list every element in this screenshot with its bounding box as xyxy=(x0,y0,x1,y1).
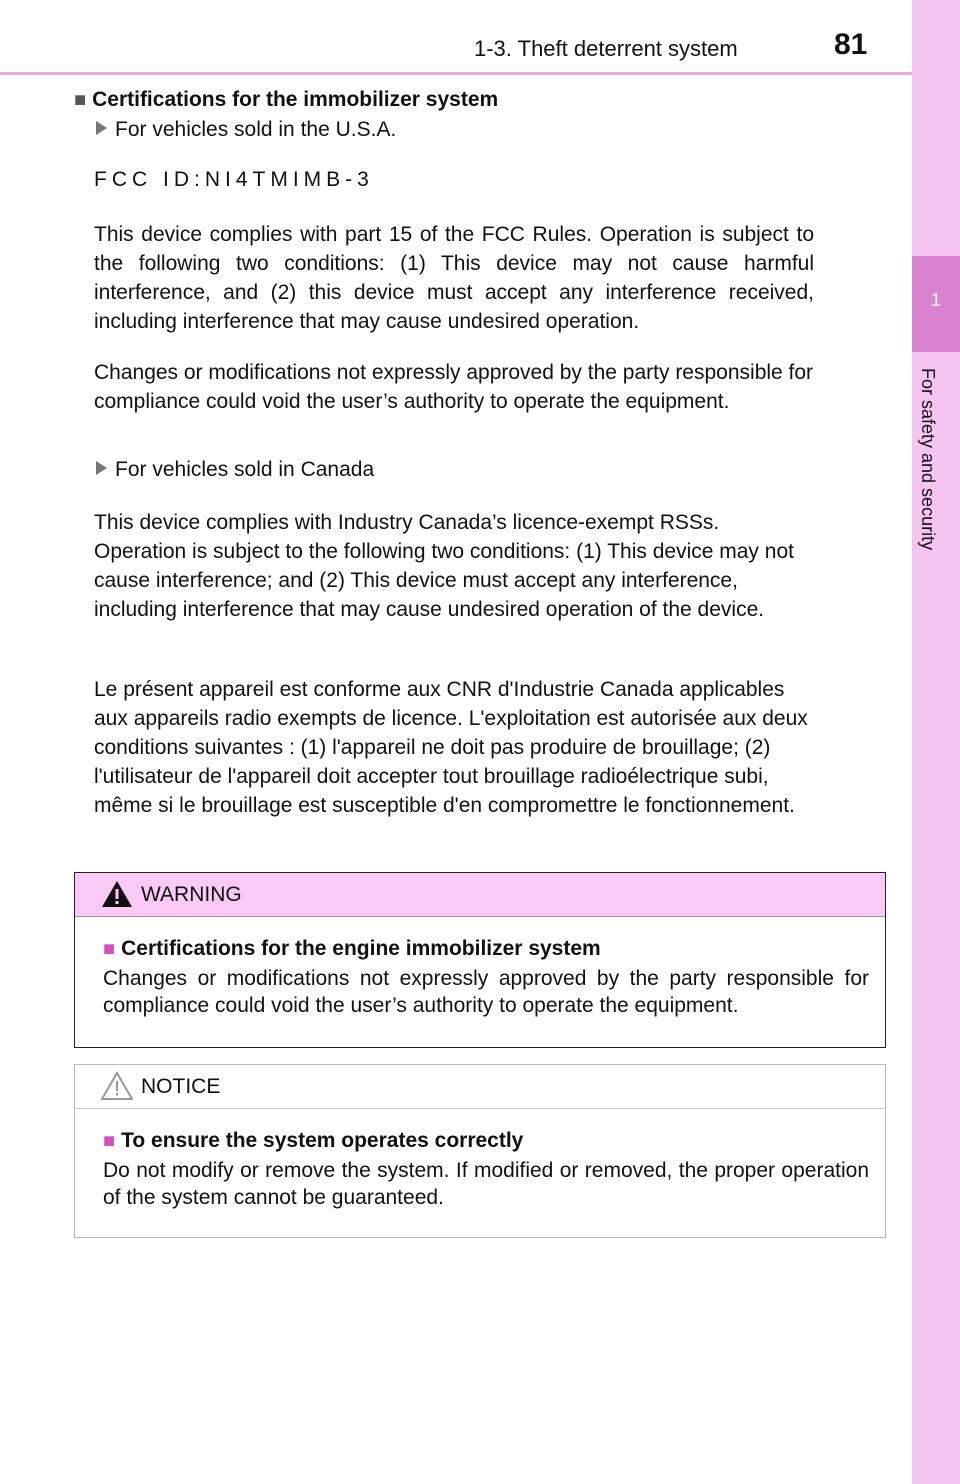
usa-heading-text: For vehicles sold in the U.S.A. xyxy=(115,118,397,141)
canada-heading xyxy=(96,458,374,482)
header-rule xyxy=(0,72,912,75)
triangle-bullet-icon xyxy=(96,121,107,135)
warning-label: WARNING xyxy=(141,883,242,906)
triangle-bullet-icon xyxy=(96,461,107,475)
square-bullet-icon: ■ xyxy=(74,89,87,111)
square-bullet-icon: ■ xyxy=(103,938,116,960)
page-number: 81 xyxy=(834,28,868,61)
notice-header xyxy=(75,1065,885,1109)
canada-french-paragraph: Le présent appareil est conforme aux CNR d'Industrie Canada applicables aux appareils radio exempts de licence. L'exploitation est autorisée aux deux conditions suivantes : (1) l'appareil ne doit pas produire de brouillage; (2) l'utilisateur de l'appareil doit accepter tout brouillage radioélectrique subi, même si le brouillage est susceptible d'en compromettre le fonctionnement. xyxy=(94,678,808,817)
chapter-side-tab xyxy=(912,0,960,1484)
usa-heading xyxy=(96,118,396,142)
canada-english-paragraph: This device complies with Industry Canada’s licence-exempt RSSs. Operation is subject to the following two conditions: (1) This device may not cause interference; and (2) This device must accept any interference, including interference that may cause undesired operation of the device. xyxy=(94,511,794,621)
warning-heading xyxy=(75,917,885,961)
section-heading xyxy=(74,88,498,112)
notice-triangle-icon xyxy=(101,1071,133,1101)
warning-box xyxy=(74,872,886,1048)
notice-heading-text: To ensure the system operates correctly xyxy=(121,1129,524,1152)
notice-text: Do not modify or remove the system. If modified or removed, the proper operation of the system cannot be guaranteed. xyxy=(103,1159,869,1209)
warning-triangle-icon xyxy=(101,879,133,909)
modification-paragraph: Changes or modifications not expressly approved by the party responsible for compliance could void the user’s authority to operate the equipment. xyxy=(94,361,814,413)
chapter-number: 1 xyxy=(930,290,941,310)
fcc-id: FCC ID:NI4TMIMB-3 xyxy=(94,168,374,191)
chapter-title: For safety and security xyxy=(918,368,938,551)
notice-heading xyxy=(75,1109,885,1153)
warning-text: Changes or modifications not expressly approved by the party responsible for compliance could void the user’s authority to operate the equipment. xyxy=(103,967,869,1017)
section-label: 1-3. Theft deterrent system xyxy=(474,36,738,61)
square-bullet-icon: ■ xyxy=(103,1130,116,1152)
notice-box xyxy=(74,1064,886,1238)
section-title: Certifications for the immobilizer system xyxy=(92,88,499,111)
notice-label: NOTICE xyxy=(141,1075,221,1098)
fcc-compliance-paragraph: This device complies with part 15 of the FCC Rules. Operation is subject to the following two conditions: (1) This device may not cause harmful interference, and (2) this device must accept any interference received, including interference that may cause undesired operation. xyxy=(94,223,814,333)
warning-heading-text: Certifications for the engine immobilizer system xyxy=(121,937,601,960)
canada-heading-text: For vehicles sold in Canada xyxy=(115,458,375,481)
warning-header xyxy=(75,873,885,917)
